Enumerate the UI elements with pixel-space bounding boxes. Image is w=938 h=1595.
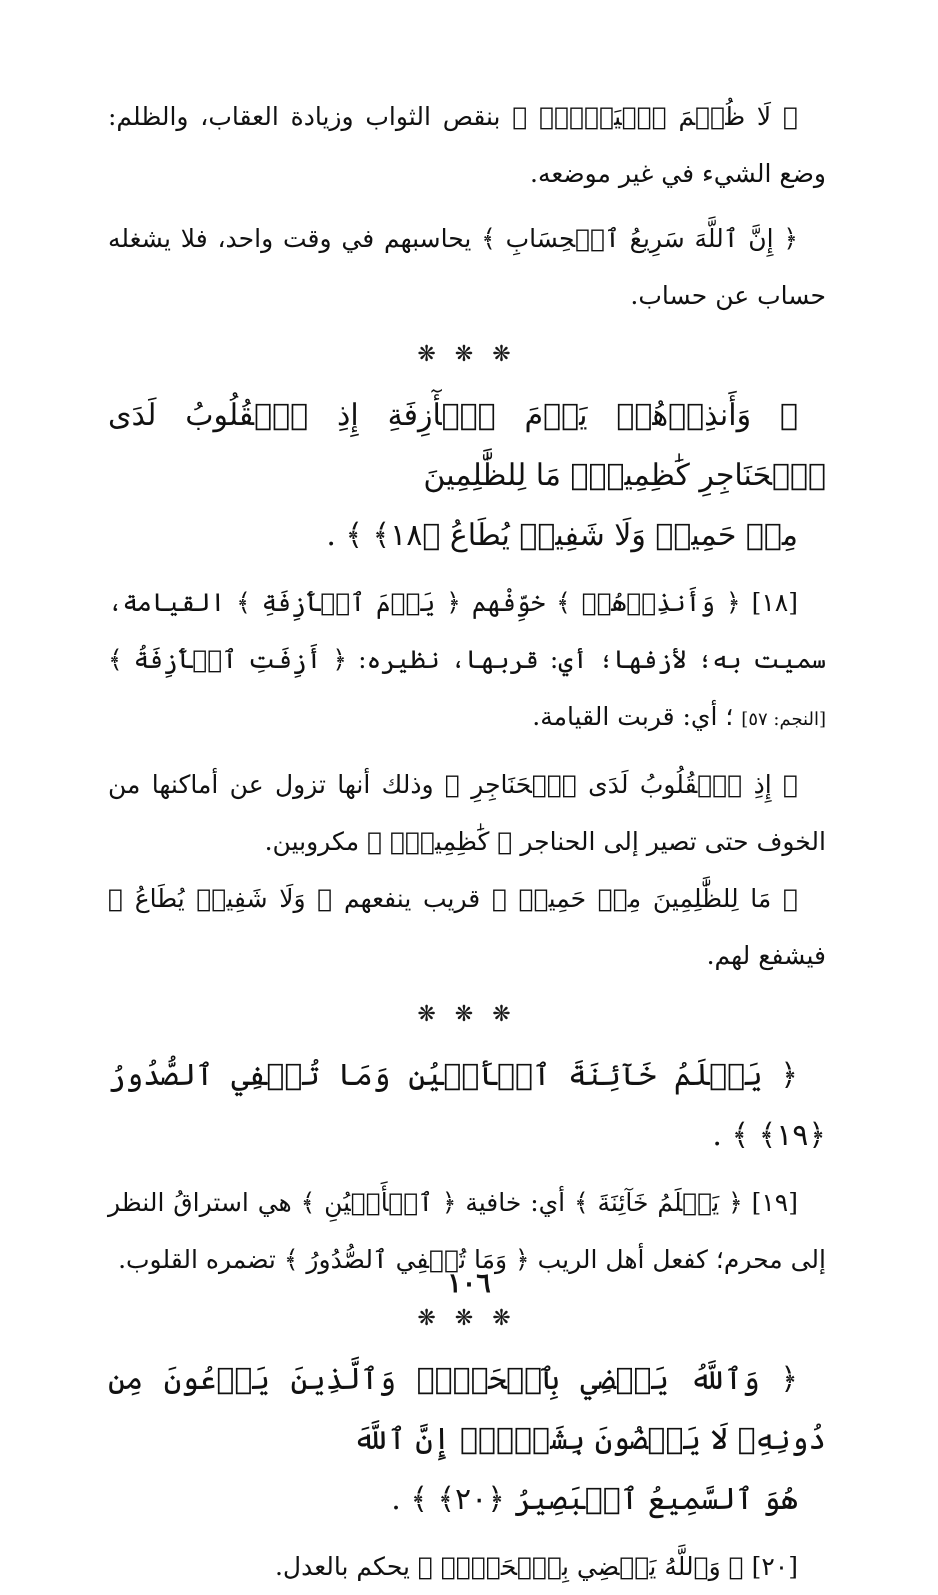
page-body bbox=[108, 88, 826, 1595]
section-separator: ❋ ❋ ❋ bbox=[417, 342, 517, 367]
verse-line: مِنۡ حَمِيمٖ وَلَا شَفِيعٖ يُطَاعُ ﴿١٨﴾ ﴾ . bbox=[326, 518, 798, 553]
commentary-paragraph: [١٩] ﴿ يَعۡلَمُ خَآئِنَةَ ﴾ أي: خافية ﴿ ٱلۡأَعۡيُنِ ﴾ هي استراقُ النظر إلى محرم؛ كفعل أهل الريب ﴿ وَمَا تُخۡفِي ٱلصُّدُورُ ﴾ تضمره القلوب. bbox=[108, 1188, 826, 1274]
commentary-paragraph: ﴿ إِذِ ٱلۡقُلُوبُ لَدَى ٱلۡحَنَاجِرِ ﴾ وذلك أنها تزول عن أماكنها من الخوف حتى تصير إلى الحناجر ﴿ كَٰظِمِينَۚ ﴾ مكروبين. bbox=[108, 770, 826, 856]
commentary-text: [١٨] ﴿ وَأَنذِرۡهُمۡ ﴾ خوِّفْهم ﴿ يَوۡمَ ٱلۡأٓزِفَةِ ﴾ القيامة، سميت به؛ لأزفها؛ أي: قربها، نظيره: ﴿ أَزِفَتِ ٱلۡأٓزِفَةُ ﴾ bbox=[108, 588, 826, 674]
commentary-paragraph bbox=[108, 574, 826, 748]
commentary-paragraph: [٢٠] ﴿ وَٱللَّهُ يَقۡضِي بِٱلۡحَقِّۖ ﴾ يحكم بالعدل. bbox=[274, 1552, 798, 1581]
commentary-text: ؛ أي: قربت القيامة. bbox=[532, 702, 734, 731]
section-separator: ❋ ❋ ❋ bbox=[417, 1306, 517, 1331]
commentary-paragraph: ﴿ مَا لِلظَّٰلِمِينَ مِنۡ حَمِيمٖ ﴾ قريب ينفعهم ﴿ وَلَا شَفِيعٖ يُطَاعُ ﴾ فيشفع لهم. bbox=[108, 884, 826, 970]
commentary-paragraph: ﴿ لَا ظُلۡمَ ٱلۡيَوۡمَۚ ﴾ بنقص الثواب وزيادة العقاب، والظلم: وضع الشيء في غير موضعه. bbox=[108, 102, 826, 188]
quran-verse-19: ﴿ يَعۡلَمُ خَآئِنَةَ ٱلۡأَعۡيُنِ وَمَا تُخۡفِي ٱلصُّدُورُ ﴿١٩﴾ ﴾ . bbox=[108, 1058, 826, 1153]
verse-line: ﴿ وَٱللَّهُ يَقۡضِي بِٱلۡحَقِّۖ وَٱلَّذِينَ يَدۡعُونَ مِن دُونِهِۦ لَا يَقۡضُونَ بِشَيۡءٍۗ إِنَّ ٱللَّهَ bbox=[108, 1362, 826, 1457]
verse-line: هُوَ ٱلسَّمِيعُ ٱلۡبَصِيرُ ﴿٢٠﴾ ﴾ . bbox=[391, 1482, 798, 1517]
verse-line: ﴿ وَأَنذِرۡهُمۡ يَوۡمَ ٱلۡأٓزِفَةِ إِذِ ٱلۡقُلُوبُ لَدَى ٱلۡحَنَاجِرِ كَٰظِمِينَۚ مَا لِلظَّٰلِمِينَ bbox=[108, 398, 826, 493]
commentary-paragraph: ﴿ إِنَّ ٱللَّهَ سَرِيعُ ٱلۡحِسَابِ ﴾ يحاسبهم في وقت واحد، فلا يشغله حساب عن حساب. bbox=[108, 224, 826, 310]
section-separator: ❋ ❋ ❋ bbox=[417, 1002, 517, 1027]
quran-verse-20 bbox=[108, 1350, 826, 1530]
verse-reference: [النجم: ٥٧] bbox=[741, 709, 826, 730]
quran-verse-18 bbox=[108, 386, 826, 566]
page-number: ١٠٦ bbox=[447, 1268, 491, 1299]
